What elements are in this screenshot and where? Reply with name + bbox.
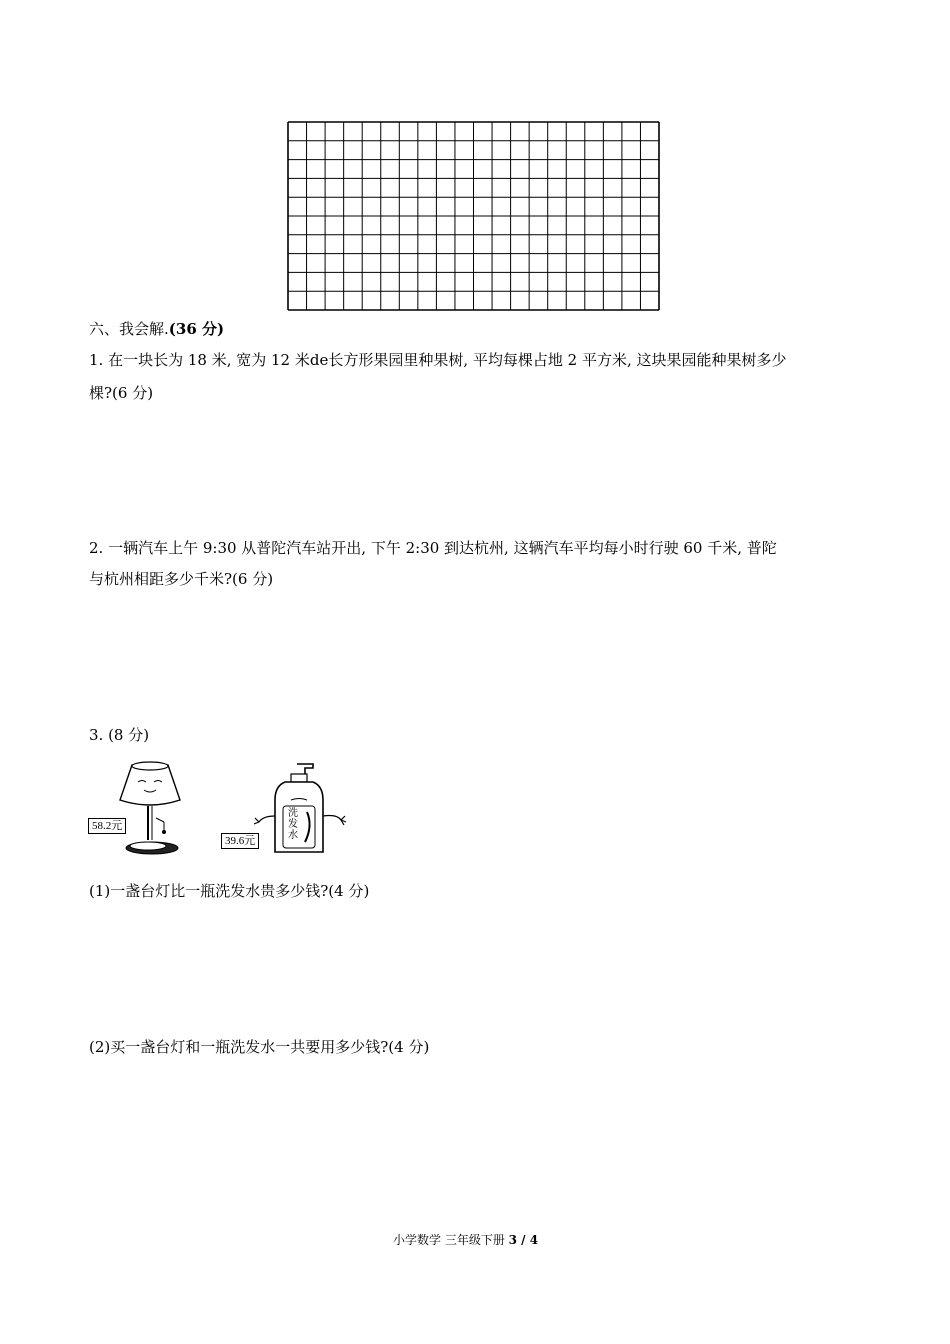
question-3-sub-2: (2)买一盏台灯和一瓶洗发水一共要用多少钱?(4 分) <box>89 1038 430 1056</box>
footer-subject: 小学数学 三年级下册 <box>393 1233 505 1247</box>
question-1-line-1: 1. 在一块长为 18 米, 宽为 12 米de长方形果园里种果树, 平均每棵占地 2 平方米, 这块果园能种果树多少 <box>89 351 787 369</box>
bottle-label-char: 发 <box>288 819 298 830</box>
bottle-label-char: 洗 <box>288 808 298 819</box>
lamp-price-tag: 58.2元 <box>88 818 126 834</box>
shampoo-bottle-illustration <box>245 760 355 860</box>
section-heading <box>89 319 224 339</box>
page-footer <box>393 1230 538 1250</box>
shampoo-price-tag: 39.6元 <box>221 833 259 849</box>
blank-grid <box>287 121 660 311</box>
page-number: 3 / 4 <box>508 1233 539 1247</box>
question-1-line-2: 棵?(6 分) <box>89 384 154 402</box>
section-heading-prefix: 六、我会解. <box>89 320 169 338</box>
table-lamp-illustration <box>110 760 190 860</box>
bottle-label-char: 水 <box>288 830 298 841</box>
question-2-line-2: 与杭州相距多少千米?(6 分) <box>89 570 274 588</box>
question-2-line-1: 2. 一辆汽车上午 9:30 从普陀汽车站开出, 下午 2:30 到达杭州, 这辆汽车平均每小时行驶 60 千米, 普陀 <box>89 539 777 557</box>
question-3-sub-1: (1)一盏台灯比一瓶洗发水贵多少钱?(4 分) <box>89 882 370 900</box>
section-heading-score: (36 分) <box>168 320 225 338</box>
question-3-label: 3. (8 分) <box>89 726 150 744</box>
shampoo-bottle-label <box>287 808 299 841</box>
